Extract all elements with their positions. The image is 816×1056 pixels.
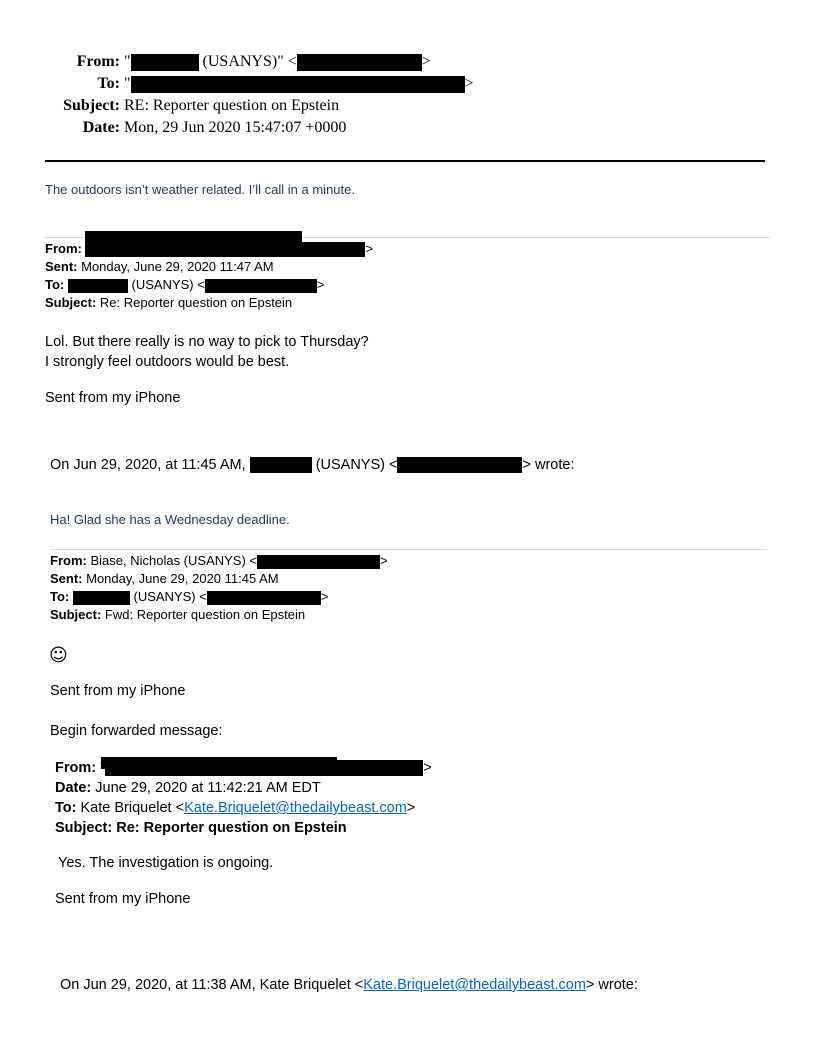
header-to-row (0, 75, 474, 93)
msg2-subject-label: Subject: (45, 295, 97, 310)
fwd-date-row (55, 780, 321, 796)
msg3-sent-row (50, 571, 279, 586)
msg3-sent-value: Monday, June 29, 2020 11:45 AM (86, 571, 279, 586)
header-from-label: From: (76, 53, 120, 70)
header-subject-label: Subject: (63, 97, 120, 114)
fwd-date-label: Date: (55, 780, 92, 796)
msg2-from-end: > (365, 241, 374, 256)
fwd-to-end: > (406, 800, 416, 816)
fwd-from-row (55, 760, 432, 776)
redaction (131, 76, 465, 93)
message-divider (50, 549, 767, 550)
fwd-to-row (55, 800, 415, 816)
fwd-subject-row (55, 820, 347, 836)
smiley-icon: ☺ (49, 645, 68, 666)
fwd-from-label: From: (55, 760, 97, 776)
msg2-to-end: > (316, 277, 325, 292)
fwd-subject-label: Subject: (55, 820, 113, 836)
msg2-sent-row (45, 259, 274, 274)
header-from-quote: " (124, 53, 131, 70)
msg2-sent-label: Sent: (45, 259, 78, 274)
msg3-to-org: (USANYS) < (133, 589, 207, 604)
redaction (397, 457, 522, 473)
header-to-quote: " (124, 75, 131, 92)
msg3-signature: Sent from my iPhone (50, 683, 186, 699)
msg2-to-label: To: (45, 277, 65, 292)
redaction (68, 279, 128, 293)
msg2-subject-value: Re: Reporter question on Epstein (99, 295, 293, 310)
msg3-subject-value: Fwd: Reporter question on Epstein (104, 607, 306, 622)
redaction (257, 555, 380, 569)
quote1-suffix: > wrote: (522, 457, 575, 473)
msg2-from-row (45, 241, 373, 257)
msg2-subject-row (45, 295, 292, 310)
fwd-body: Yes. The investigation is ongoing. (58, 855, 274, 871)
msg3-subject-label: Subject: (50, 607, 102, 622)
header-to-end: > (464, 75, 474, 92)
redaction (297, 54, 422, 71)
msg3-to-end: > (320, 589, 329, 604)
fwd-subject-value: Re: Reporter question on Epstein (116, 820, 347, 836)
redaction (250, 457, 312, 473)
msg2-to-org: (USANYS) < (131, 277, 205, 292)
redaction (73, 591, 130, 605)
msg3-from-end: > (380, 553, 388, 568)
header-from-org: (USANYS)" < (202, 53, 297, 70)
msg2-from-label: From: (45, 241, 82, 256)
header-to-label: To: (97, 75, 120, 92)
msg3-from-value: Biase, Nicholas (USANYS) < (90, 553, 257, 568)
header-date-row (0, 119, 346, 137)
msg2-sent-value: Monday, June 29, 2020 11:47 AM (81, 259, 274, 274)
fwd-to-email-link[interactable]: Kate.Briquelet@thedailybeast.com (184, 800, 407, 816)
quote1-body: Ha! Glad she has a Wednesday deadline. (50, 512, 290, 527)
redaction (131, 54, 199, 71)
quote2-prefix: On Jun 29, 2020, at 11:38 AM, Kate Briquelet < (60, 977, 364, 993)
header-subject-row (0, 97, 339, 115)
header-date-label: Date: (82, 119, 120, 136)
quote1-prefix: On Jun 29, 2020, at 11:45 AM, (50, 457, 246, 473)
quote2-email-link[interactable]: Kate.Briquelet@thedailybeast.com (363, 977, 586, 993)
msg3-sent-label: Sent: (50, 571, 83, 586)
header-from-end: > (421, 53, 431, 70)
msg2-body-line1: Lol. But there really is no way to pick to Thursday? (45, 334, 369, 350)
msg3-from-label: From: (50, 553, 87, 568)
fwd-to-label: To: (55, 800, 77, 816)
header-divider (45, 160, 765, 162)
redaction (105, 760, 423, 776)
fwd-from-quote: " (100, 760, 106, 776)
fwd-to-name: Kate Briquelet < (80, 800, 185, 816)
msg3-to-row (50, 589, 328, 605)
msg2-signature: Sent from my iPhone (45, 390, 181, 406)
header-date-value: Mon, 29 Jun 2020 15:47:07 +0000 (124, 119, 347, 136)
fwd-signature: Sent from my iPhone (55, 891, 191, 907)
reply-body: The outdoors isn’t weather related. I’ll call in a minute. (45, 182, 355, 197)
quote2-suffix: > wrote: (585, 977, 638, 993)
msg2-body-line2: I strongly feel outdoors would be best. (45, 354, 290, 370)
header-from-row (0, 53, 431, 71)
msg2-to-row (45, 277, 324, 293)
msg3-forwarded-label: Begin forwarded message: (50, 723, 223, 739)
msg3-to-label: To: (50, 589, 70, 604)
quote1-org: (USANYS) < (315, 457, 398, 473)
redaction (207, 591, 321, 605)
redaction (205, 279, 317, 293)
header-subject-value: RE: Reporter question on Epstein (124, 97, 340, 114)
quote1-attribution (50, 457, 574, 473)
fwd-date-value: June 29, 2020 at 11:42:21 AM EDT (95, 780, 321, 796)
quote2-attribution (60, 977, 638, 993)
msg3-from-row (50, 553, 388, 569)
redaction (85, 242, 365, 257)
msg3-subject-row (50, 607, 305, 622)
fwd-from-end: > (423, 760, 432, 776)
